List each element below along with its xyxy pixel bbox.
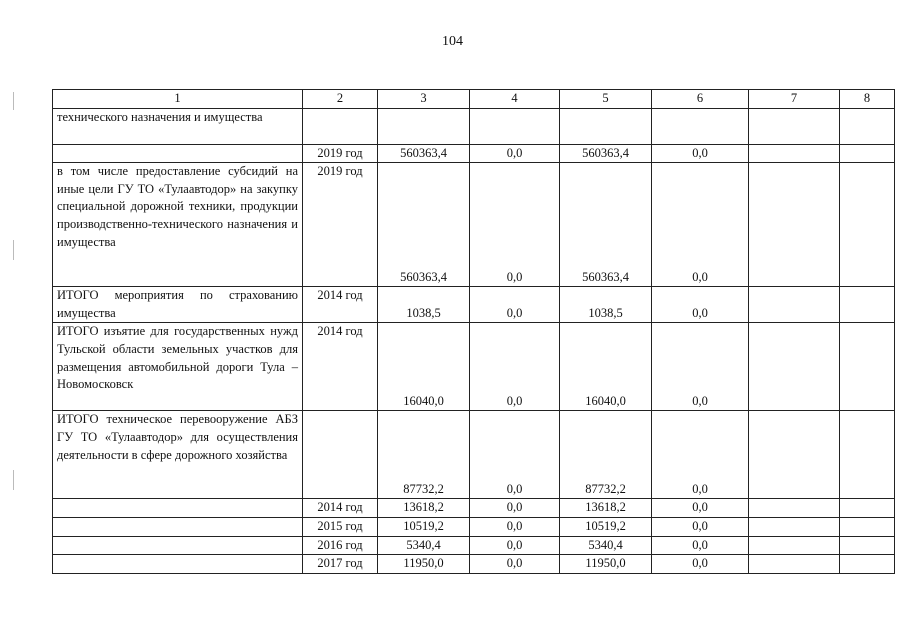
row-value-col5 <box>560 108 652 144</box>
row-value-col4: 0,0 <box>470 517 560 536</box>
row-year: 2014 год <box>303 323 378 411</box>
row-value-col5: 16040,0 <box>560 323 652 411</box>
row-value-col4: 0,0 <box>470 163 560 287</box>
row-value-col6: 0,0 <box>652 144 749 163</box>
row-description <box>53 144 303 163</box>
row-value-col6: 0,0 <box>652 499 749 518</box>
row-year: 2017 год <box>303 555 378 574</box>
row-value-col3: 560363,4 <box>378 144 470 163</box>
row-value-col4 <box>470 108 560 144</box>
row-value-col7 <box>749 108 840 144</box>
table-row <box>53 517 895 536</box>
row-value-col3: 13618,2 <box>378 499 470 518</box>
column-header: 3 <box>378 90 470 109</box>
row-value-col7 <box>749 555 840 574</box>
table-row <box>53 287 895 323</box>
row-value-col8 <box>840 517 895 536</box>
row-value-col5: 560363,4 <box>560 163 652 287</box>
row-description: технического назначения и имущества <box>53 108 303 144</box>
row-value-col4: 0,0 <box>470 144 560 163</box>
row-value-col3: 16040,0 <box>378 323 470 411</box>
column-header: 7 <box>749 90 840 109</box>
row-value-col5: 11950,0 <box>560 555 652 574</box>
row-year: 2014 год <box>303 499 378 518</box>
row-value-col8 <box>840 163 895 287</box>
column-header: 2 <box>303 90 378 109</box>
row-description: ИТОГО мероприятия по страхованию имущества <box>53 287 303 323</box>
page-number: 104 <box>442 34 463 49</box>
row-value-col6: 0,0 <box>652 411 749 499</box>
column-header: 8 <box>840 90 895 109</box>
row-value-col7 <box>749 323 840 411</box>
table-row <box>53 144 895 163</box>
row-value-col6: 0,0 <box>652 323 749 411</box>
row-value-col7 <box>749 499 840 518</box>
row-year: 2014 год <box>303 287 378 323</box>
row-value-col5: 13618,2 <box>560 499 652 518</box>
row-value-col3 <box>378 108 470 144</box>
column-header: 4 <box>470 90 560 109</box>
row-description: в том числе предоставление субсидий на иные цели ГУ ТО «Тулаавтодор» на закупку специальной дорожной техники, продукции производственно-технического назначения и имущества <box>53 163 303 287</box>
row-value-col8 <box>840 108 895 144</box>
row-value-col5: 560363,4 <box>560 144 652 163</box>
row-value-col5: 5340,4 <box>560 536 652 555</box>
scan-margin-mark <box>13 92 14 110</box>
row-value-col6: 0,0 <box>652 287 749 323</box>
row-value-col3: 87732,2 <box>378 411 470 499</box>
row-value-col4: 0,0 <box>470 555 560 574</box>
row-value-col3: 1038,5 <box>378 287 470 323</box>
table-row <box>53 108 895 144</box>
budget-table <box>52 89 895 574</box>
row-year: 2016 год <box>303 536 378 555</box>
row-value-col8 <box>840 411 895 499</box>
row-value-col7 <box>749 144 840 163</box>
row-value-col7 <box>749 163 840 287</box>
row-value-col6: 0,0 <box>652 517 749 536</box>
row-value-col7 <box>749 536 840 555</box>
row-year: 2015 год <box>303 517 378 536</box>
row-value-col3: 11950,0 <box>378 555 470 574</box>
row-value-col8 <box>840 499 895 518</box>
row-value-col7 <box>749 287 840 323</box>
table-row <box>53 499 895 518</box>
row-value-col4: 0,0 <box>470 323 560 411</box>
column-header: 1 <box>53 90 303 109</box>
row-value-col6: 0,0 <box>652 536 749 555</box>
column-header: 6 <box>652 90 749 109</box>
row-value-col7 <box>749 411 840 499</box>
row-value-col5: 10519,2 <box>560 517 652 536</box>
row-year <box>303 108 378 144</box>
row-value-col3: 5340,4 <box>378 536 470 555</box>
table-row <box>53 411 895 499</box>
table-row <box>53 163 895 287</box>
row-value-col5: 1038,5 <box>560 287 652 323</box>
row-value-col4: 0,0 <box>470 287 560 323</box>
column-number-row <box>53 90 895 109</box>
row-year: 2019 год <box>303 163 378 287</box>
row-value-col8 <box>840 287 895 323</box>
row-value-col5: 87732,2 <box>560 411 652 499</box>
row-description: ИТОГО техническое перевооружение АБЗ ГУ ТО «Тулаавтодор» для осуществления деятельности в сфере дорожного хозяйства <box>53 411 303 499</box>
row-description: ИТОГО изъятие для государственных нужд Тульской области земельных участков для размещения автомобильной дороги Тула – Новомосковск <box>53 323 303 411</box>
row-description <box>53 517 303 536</box>
row-value-col8 <box>840 144 895 163</box>
row-value-col6: 0,0 <box>652 163 749 287</box>
row-value-col4: 0,0 <box>470 499 560 518</box>
row-value-col4: 0,0 <box>470 411 560 499</box>
row-year <box>303 411 378 499</box>
row-value-col8 <box>840 536 895 555</box>
row-description <box>53 499 303 518</box>
row-value-col3: 560363,4 <box>378 163 470 287</box>
row-value-col8 <box>840 323 895 411</box>
table-row <box>53 555 895 574</box>
row-description <box>53 555 303 574</box>
scan-margin-mark <box>13 470 14 490</box>
row-value-col3: 10519,2 <box>378 517 470 536</box>
column-header: 5 <box>560 90 652 109</box>
table-row <box>53 323 895 411</box>
row-value-col4: 0,0 <box>470 536 560 555</box>
row-year: 2019 год <box>303 144 378 163</box>
row-value-col8 <box>840 555 895 574</box>
table-row <box>53 536 895 555</box>
row-value-col7 <box>749 517 840 536</box>
scan-margin-mark <box>13 240 14 260</box>
row-value-col6: 0,0 <box>652 555 749 574</box>
row-value-col6 <box>652 108 749 144</box>
row-description <box>53 536 303 555</box>
